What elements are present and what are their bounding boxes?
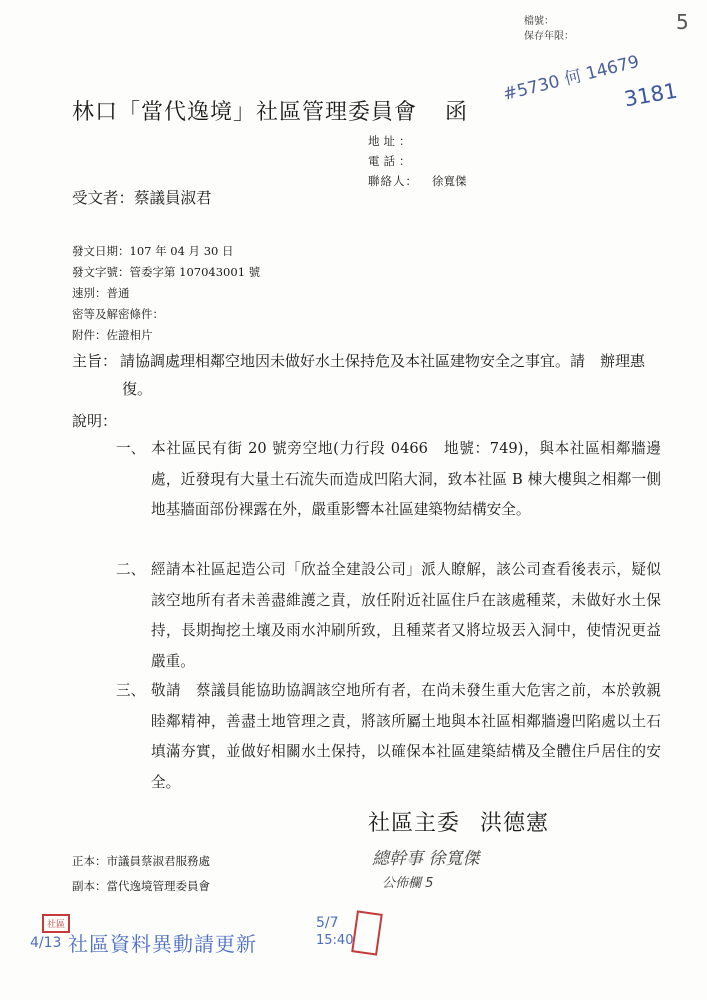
cc-main-row [72, 853, 210, 869]
subject-label: 主旨： [72, 352, 118, 370]
secrecy-row [72, 306, 164, 322]
subject-text: 請協調處理相鄰空地因未做好水土保持危及本社區建物安全之事宜。請 辦理惠復。 [120, 352, 646, 398]
address-label: 地址： [368, 134, 415, 148]
attachment-value: 佐證相片 [106, 328, 153, 342]
speed-row [72, 285, 130, 301]
cc-copy-row [72, 878, 210, 894]
handwritten-signature: 總幹事 徐寬傑 [372, 849, 480, 869]
contact-person-value: 徐寬傑 [432, 174, 467, 188]
docno-label: 發文字號： [72, 265, 130, 279]
attachment-row [72, 327, 153, 343]
organization-name: 林口「當代逸境」社區管理委員會 [72, 100, 418, 125]
docno-row [72, 264, 260, 280]
explain-item-text: 經請本社區起造公司「欣益全建設公司」派人瞭解，該公司查看後表示，疑似該空地所有者未善盡維護之責，放任附近社區住戶在該處種菜，未做好水土保持，長期掏挖土壤及雨水沖刷所致，且種菜者又將垃圾丟入洞中，使情況更益嚴重。 [151, 561, 661, 670]
document-type: 函 [445, 100, 469, 125]
secrecy-label: 密等及解密條件： [72, 307, 164, 321]
handwritten-ref-b: 3181 [622, 78, 680, 112]
date-label: 發文日期： [72, 244, 130, 258]
subject-block [72, 347, 672, 403]
stamp-box: 社區 [42, 914, 70, 933]
signer-line [368, 806, 549, 837]
explain-item-1 [116, 434, 661, 526]
recipient-value: 蔡議員淑君 [134, 189, 212, 207]
red-seal [351, 910, 383, 955]
explain-item-text: 敬請 蔡議員能協助協調該空地所有者，在尚未發生重大危害之前，本於敦親睦鄰精神，善盡土地管理之責，將該所屬土地與本社區相鄰牆邊凹陷處以土石填滿夯實，並做好相關水土保持，以確保本社區建築結構及全體住戶居住的安全。 [151, 682, 661, 791]
explain-label: 說明： [72, 412, 118, 430]
signer-title: 社區主委 [368, 811, 461, 836]
cc-copy-value: 當代逸境管理委員會 [106, 879, 210, 893]
phone-label: 電話： [368, 154, 415, 168]
cc-copy-label: 副本： [72, 879, 107, 893]
date-value: 107 年 04 月 30 日 [129, 244, 234, 258]
cc-main-value: 市議員蔡淑君服務處 [106, 854, 210, 868]
contact-person-label: 聯絡人： [368, 174, 418, 188]
stamp-text: 社區資料異動請更新 [68, 932, 257, 956]
stamp-prefix: 4/13 [30, 935, 62, 951]
speed-label: 速別： [72, 286, 107, 300]
contact-block [368, 131, 467, 191]
date-row [72, 243, 234, 259]
recipient-line [72, 186, 212, 208]
signer-name: 洪德憲 [480, 811, 550, 836]
explain-item-3 [116, 676, 661, 798]
handwritten-note: 公佈欄 5 [382, 876, 434, 891]
keep-years-label: 保存年限： [524, 31, 574, 42]
explain-item-2 [116, 555, 661, 677]
attachment-label: 附件： [72, 328, 107, 342]
explain-item-number: 三、 [116, 682, 146, 699]
stamp-hand-time: 15:40 [316, 933, 354, 948]
speed-value: 普通 [106, 286, 130, 300]
docno-value: 管委字第 107043001 號 [129, 265, 261, 279]
cc-main-label: 正本： [72, 854, 107, 868]
handwritten-ref-a: #5730 何 14679 [501, 51, 642, 105]
explain-item-number: 二、 [116, 561, 146, 578]
handwritten-page-number: 5 [676, 10, 689, 34]
recipient-label: 受文者： [72, 189, 135, 207]
stamp-hand-date: 5/7 [316, 915, 339, 931]
explain-item-text: 本社區民有街 20 號旁空地(力行段 0466 地號：749)，與本社區相鄰牆邊處，近發現有大量土石流失而造成凹陷大洞，致本社區 B 棟大樓與之相鄰一側地基牆面部份裸露在外，嚴重影響本社區建築物結構安全。 [151, 440, 661, 518]
file-no-label: 檔號： [524, 16, 554, 27]
explain-item-number: 一、 [116, 440, 146, 457]
archive-labels [524, 14, 574, 44]
letter-title [72, 95, 468, 126]
